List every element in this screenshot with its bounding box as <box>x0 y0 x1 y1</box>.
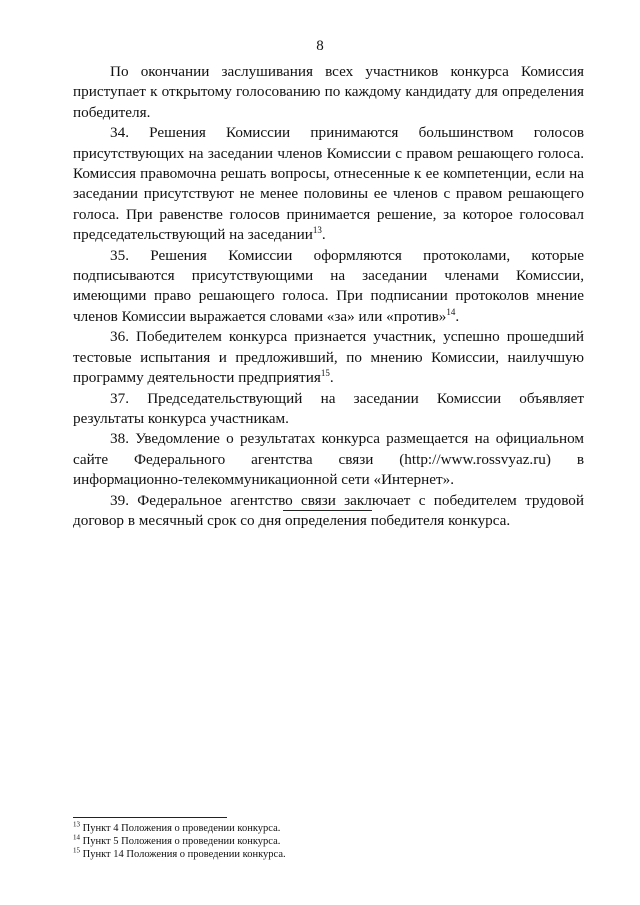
footnote-reference: 14 <box>446 306 456 317</box>
footnote-number: 14 <box>73 833 80 842</box>
footnote-text: Пункт 5 Положения о проведении конкурса. <box>80 836 281 847</box>
footnote-text: Пункт 14 Положения о проведении конкурса. <box>80 849 286 860</box>
footnote-text: Пункт 4 Положения о проведении конкурса. <box>80 823 281 834</box>
paragraph-37 <box>73 389 584 430</box>
paragraph-text: 35. Решения Комиссии оформляются протоколами, которые подписываются присутствующими на заседании членами Комиссии, имеющими право решающего голоса. При подписании протоколов мнение членов Комиссии выражается словами «за» или «против» <box>73 246 584 325</box>
footnote-number: 13 <box>73 820 80 829</box>
paragraph-text: 37. Председательствующий на заседании Комиссии объявляет результаты конкурса участникам. <box>73 389 584 427</box>
page-number: 8 <box>316 38 324 54</box>
paragraph-34 <box>73 123 584 245</box>
paragraph-tail: . <box>455 307 460 325</box>
paragraph-text: 38. Уведомление о результатах конкурса размещается на официальном сайте Федерального агентства связи (http://www.rossvyaz.ru) в информационно-телекоммуникационной сети «Интернет». <box>73 430 584 489</box>
paragraph-voting-procedure <box>73 62 584 123</box>
footnote-14 <box>73 835 573 848</box>
footnote-15 <box>73 848 573 861</box>
footnote-separator <box>73 817 227 818</box>
document-body <box>73 62 584 531</box>
footnote-number: 15 <box>73 846 80 855</box>
paragraph-text: 39. Федеральное агентство связи заключает с победителем трудовой договор в месячный срок со дня определения победителя конкурса. <box>73 491 584 529</box>
paragraph-text: По окончании заслушивания всех участников конкурса Комиссия приступает к открытому голосованию по каждому кандидату для определения победителя. <box>73 63 584 121</box>
end-of-text-rule <box>283 510 372 511</box>
footnote-13 <box>73 822 573 835</box>
footnote-reference: 15 <box>320 368 330 379</box>
paragraph-tail: . <box>321 226 326 244</box>
paragraph-text: 36. Победителем конкурса признается участник, успешно прошедший тестовые испытания и предложивший, по мнению Комиссии, наилучшую программу деятельности предприятия <box>73 328 584 387</box>
paragraph-38 <box>73 429 584 490</box>
footnotes <box>73 822 573 861</box>
paragraph-tail: . <box>329 369 334 387</box>
paragraph-35 <box>73 246 584 328</box>
footnote-reference: 13 <box>312 225 322 236</box>
paragraph-36 <box>73 327 584 388</box>
paragraph-text: 34. Решения Комиссии принимаются большинством голосов присутствующих на заседании членов Комиссии с правом решающего голоса. Комиссия правомочна решать вопросы, отнесенные к ее компетенции, если на заседании присутствуют не менее половины ее членов с правом решающего голоса. При равенстве голосов принимается решение, за которое голосовал председательствующий на заседании <box>73 124 584 244</box>
